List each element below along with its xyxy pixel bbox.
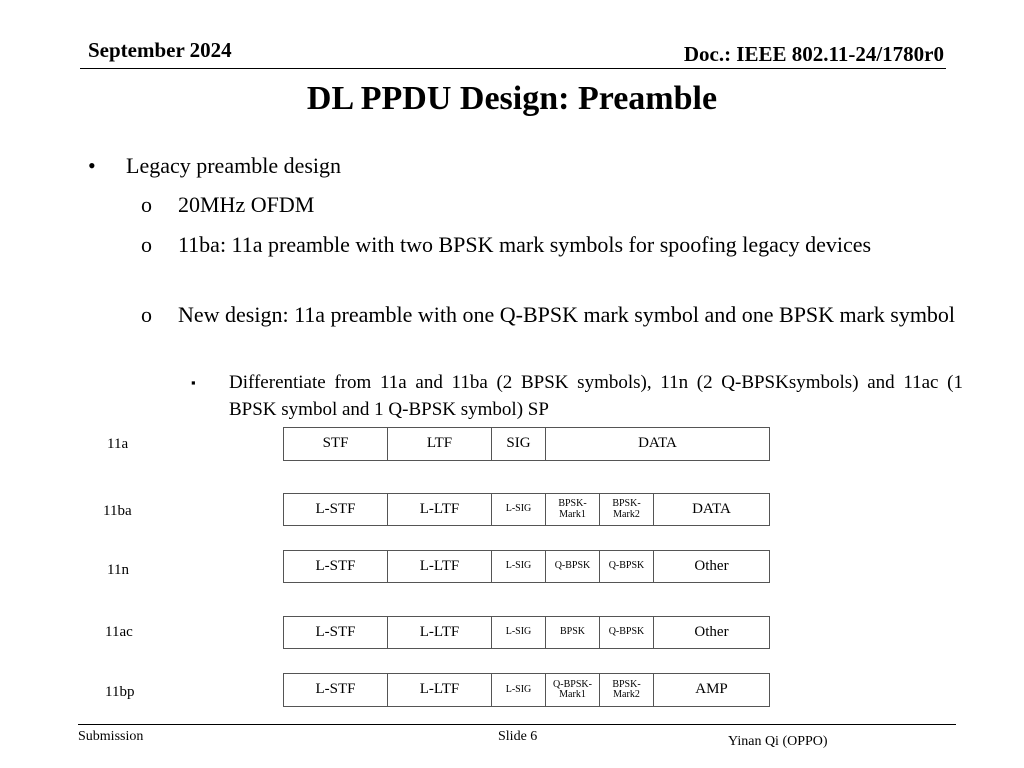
bullet-differentiate <box>191 369 963 423</box>
field-sig: SIG <box>492 428 546 460</box>
bullet-marker: o <box>141 302 152 327</box>
bullet-marker: o <box>141 232 152 257</box>
field-data: DATA <box>638 435 677 452</box>
ppdu-frame-11ba <box>283 493 770 526</box>
ppdu-frame-11n <box>283 550 770 583</box>
field-q-bpsk-2: Q-BPSK <box>600 551 654 582</box>
field-l-stf: L-STF <box>284 674 388 706</box>
header-doc-number: Doc.: IEEE 802.11-24/1780r0 <box>683 42 944 66</box>
header-divider <box>80 68 946 69</box>
footer-divider <box>78 724 956 725</box>
field-l-stf: L-STF <box>284 551 388 582</box>
field-bpsk: BPSK <box>546 617 600 648</box>
field-l-ltf: L-LTF <box>388 617 492 648</box>
field-l-stf: L-STF <box>284 494 388 525</box>
footer-submission: Submission <box>78 729 144 744</box>
field-l-ltf: L-LTF <box>388 551 492 582</box>
bullet-marker: ▪ <box>191 375 196 390</box>
bullet-text: Legacy preamble design <box>126 153 342 178</box>
field-bpsk-mark2: BPSK-Mark2 <box>600 674 654 706</box>
field-l-sig: L-SIG <box>492 494 546 525</box>
footer-slide-number: Slide 6 <box>498 729 538 744</box>
bullet-text: New design: 11a preamble with one Q-BPSK mark symbol and one BPSK mark symbol <box>178 302 956 327</box>
field-q-bpsk-mark1: Q-BPSK-Mark1 <box>546 674 600 706</box>
ppdu-frame-11a <box>283 427 770 461</box>
row-label-11a: 11a <box>107 436 129 452</box>
field-bpsk-mark2: BPSK-Mark2 <box>600 494 654 525</box>
footer-author: Yinan Qi (OPPO) <box>728 734 828 749</box>
field-stf: STF <box>284 428 388 460</box>
bullet-text: 20MHz OFDM <box>178 192 315 217</box>
field-l-sig: L-SIG <box>492 617 546 648</box>
bullet-legacy-preamble <box>88 151 962 181</box>
field-l-sig: L-SIG <box>492 551 546 582</box>
field-l-sig: L-SIG <box>492 674 546 706</box>
bullet-new-design <box>141 300 962 330</box>
field-ltf: LTF <box>388 428 492 460</box>
bullet-marker: o <box>141 192 152 217</box>
bullet-20mhz-ofdm <box>141 190 962 220</box>
ppdu-frame-11ac <box>283 616 770 649</box>
row-label-11n: 11n <box>107 562 129 578</box>
ppdu-frame-11bp <box>283 673 770 707</box>
row-label-11bp: 11bp <box>105 684 135 700</box>
field-amp: AMP <box>695 681 728 698</box>
field-q-bpsk-1: Q-BPSK <box>546 551 600 582</box>
field-q-bpsk: Q-BPSK <box>600 617 654 648</box>
field-data: DATA <box>692 500 731 517</box>
field-l-stf: L-STF <box>284 617 388 648</box>
field-bpsk-mark1: BPSK-Mark1 <box>546 494 600 525</box>
field-other: Other <box>694 557 729 574</box>
field-other: Other <box>694 623 729 640</box>
field-l-ltf: L-LTF <box>388 494 492 525</box>
bullet-marker: • <box>88 153 96 178</box>
row-label-11ba: 11ba <box>103 503 132 519</box>
bullet-11ba <box>141 230 962 260</box>
header-date: September 2024 <box>88 38 232 62</box>
bullet-text: 11ba: 11a preamble with two BPSK mark symbols for spoofing legacy devices <box>178 232 872 257</box>
slide-title: DL PPDU Design: Preamble <box>306 80 718 117</box>
row-label-11ac: 11ac <box>105 624 133 640</box>
bullet-text: Differentiate from 11a and 11ba (2 BPSK symbols), 11n (2 Q-BPSKsymbols) and 11ac (1 BPSK symbol and 1 Q-BPSK symbol) SP <box>229 372 963 420</box>
field-l-ltf: L-LTF <box>388 674 492 706</box>
